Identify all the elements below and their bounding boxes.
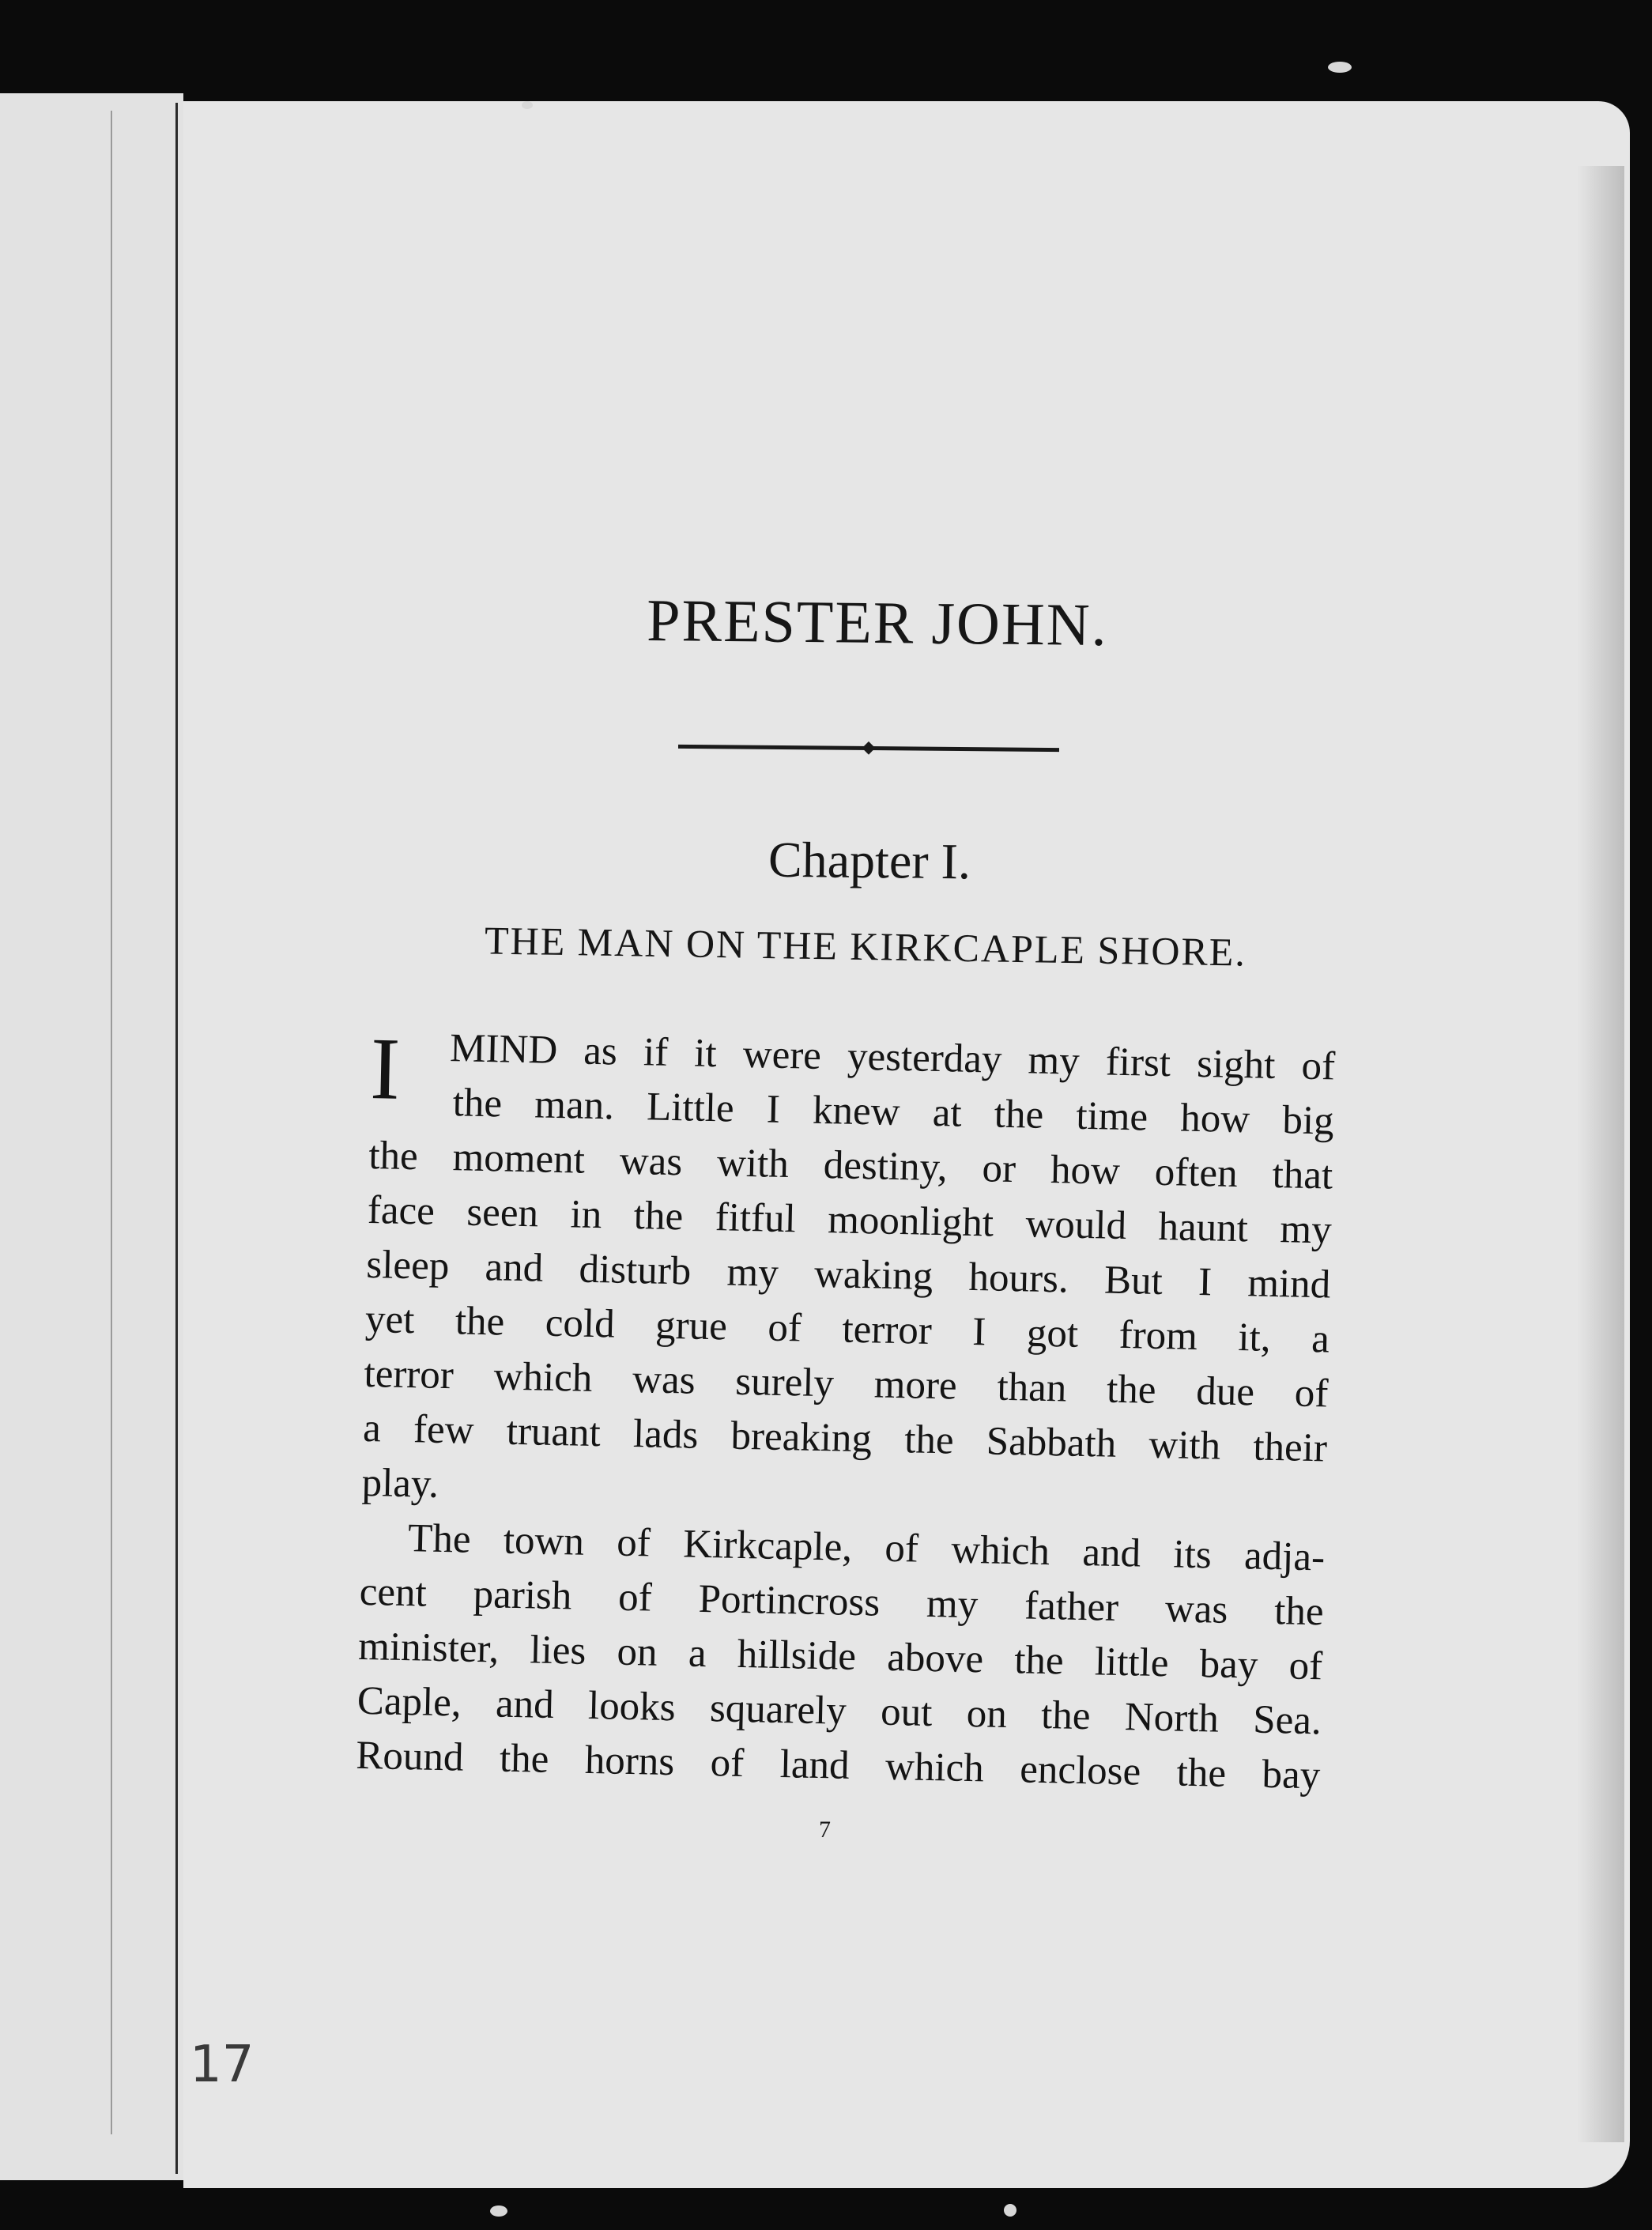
body-text [356,1020,1336,1803]
page-number: 7 [819,1817,831,1843]
text-line: sleep and disturb my waking hours. But I mind [365,1242,1331,1307]
page-edge [175,103,178,2174]
scan-speck [522,101,533,109]
previous-page [0,93,183,2180]
text-line: Round the horns of land which enclose the bay [355,1733,1321,1798]
text-line: terror which was surely more than the due of [364,1351,1329,1417]
page-curl-shadow [1577,166,1624,2142]
text-line: The town of Kirkcaple, of which and its adja- [407,1516,1326,1580]
text-line: play. [361,1460,439,1507]
text-line: yet the cold grue of terror I got from it, a [364,1296,1330,1362]
text-line: MIND as if it were yesterday my first sight of [449,1026,1336,1089]
chapter-heading: Chapter I. [768,831,971,890]
margin-mark: 17 [190,2036,255,2094]
scan-speck [1004,2204,1016,2217]
text-line: face seen in the fitful moonlight would haunt my [367,1187,1333,1253]
drop-cap: I [369,1020,402,1119]
text-line: a few truant lads breaking the Sabbath with their [362,1406,1328,1471]
scan-speck [1328,62,1352,73]
text-line: the moment was with destiny, or how often that [368,1133,1333,1198]
text-line: cent parish of Portincross my father was the [359,1569,1325,1635]
chapter-subtitle: THE MAN ON THE KIRKCAPLE SHORE. [484,918,1247,975]
gutter-line [111,111,112,2134]
text-line: the man. Little I knew at the time how big [452,1081,1335,1144]
rule-ornament: ◆ [862,738,876,757]
scan-speck [490,2205,507,2217]
text-line: Caple, and looks squarely out on the North Sea. [356,1678,1322,1744]
text-line: minister, lies on a hillside above the little bay of [357,1624,1323,1689]
book-title: PRESTER JOHN. [646,587,1109,659]
